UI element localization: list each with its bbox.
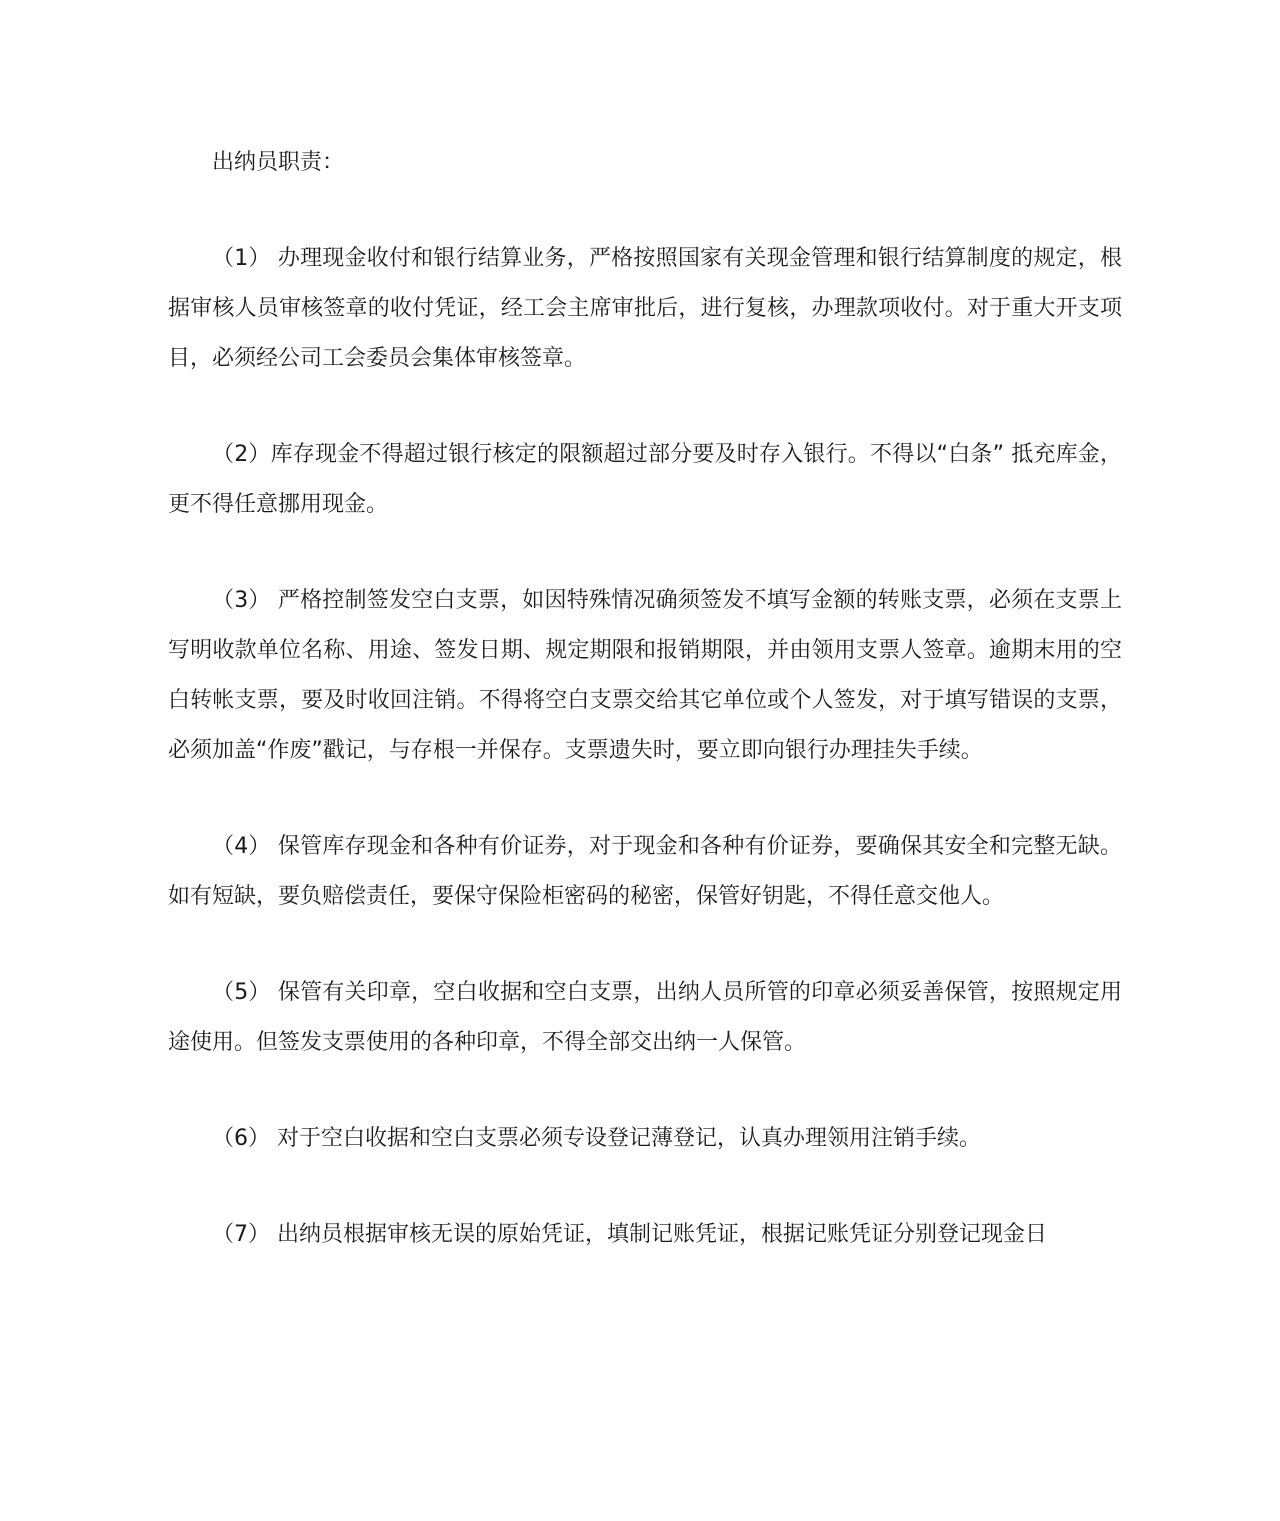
document-title: 出纳员职责： xyxy=(212,150,345,175)
paragraph-duty-4: （4） 保管库存现金和各种有价证券，对于现金和各种有价证券，要确保其安全和完整无缺。如有短缺，要负赔偿责任，要保守保险柜密码的秘密，保管好钥匙，不得任意交他人。 xyxy=(168,834,1122,909)
paragraph-duty-6: （6） 对于空白收据和空白支票必须专设登记薄登记，认真办理领用注销手续。 xyxy=(212,1126,981,1151)
paragraph-duty-5: （5） 保管有关印章，空白收据和空白支票，出纳人员所管的印章必须妥善保管，按照规定用途使用。但签发支票使用的各种印章，不得全部交出纳一人保管。 xyxy=(168,980,1122,1055)
paragraph-duty-3: （3） 严格控制签发空白支票，如因特殊情况确须签发不填写金额的转账支票，必须在支票上写明收款单位名称、用途、签发日期、规定期限和报销期限，并由领用支票人签章。逾期末用的空白转帐支票，要及时收回注销。不得将空白支票交给其它单位或个人签发，对于填写错误的支票，必须加盖“作废”戳记，与存根一并保存。支票遗失时，要立即向银行办理挂失手续。 xyxy=(168,588,1122,763)
paragraph-duty-1: （1） 办理现金收付和银行结算业务，严格按照国家有关现金管理和银行结算制度的规定，根据审核人员审核签章的收付凭证，经工会主席审批后，进行复核，办理款项收付。对于重大开支项目，必须经公司工会委员会集体审核签章。 xyxy=(168,246,1122,371)
paragraph-duty-2: （2）库存现金不得超过银行核定的限额超过部分要及时存入银行。不得以“白条” 抵充库金，更不得任意挪用现金。 xyxy=(168,442,1122,517)
paragraph-duty-7: （7） 出纳员根据审核无误的原始凭证，填制记账凭证，根据记账凭证分别登记现金日 xyxy=(212,1222,1047,1247)
